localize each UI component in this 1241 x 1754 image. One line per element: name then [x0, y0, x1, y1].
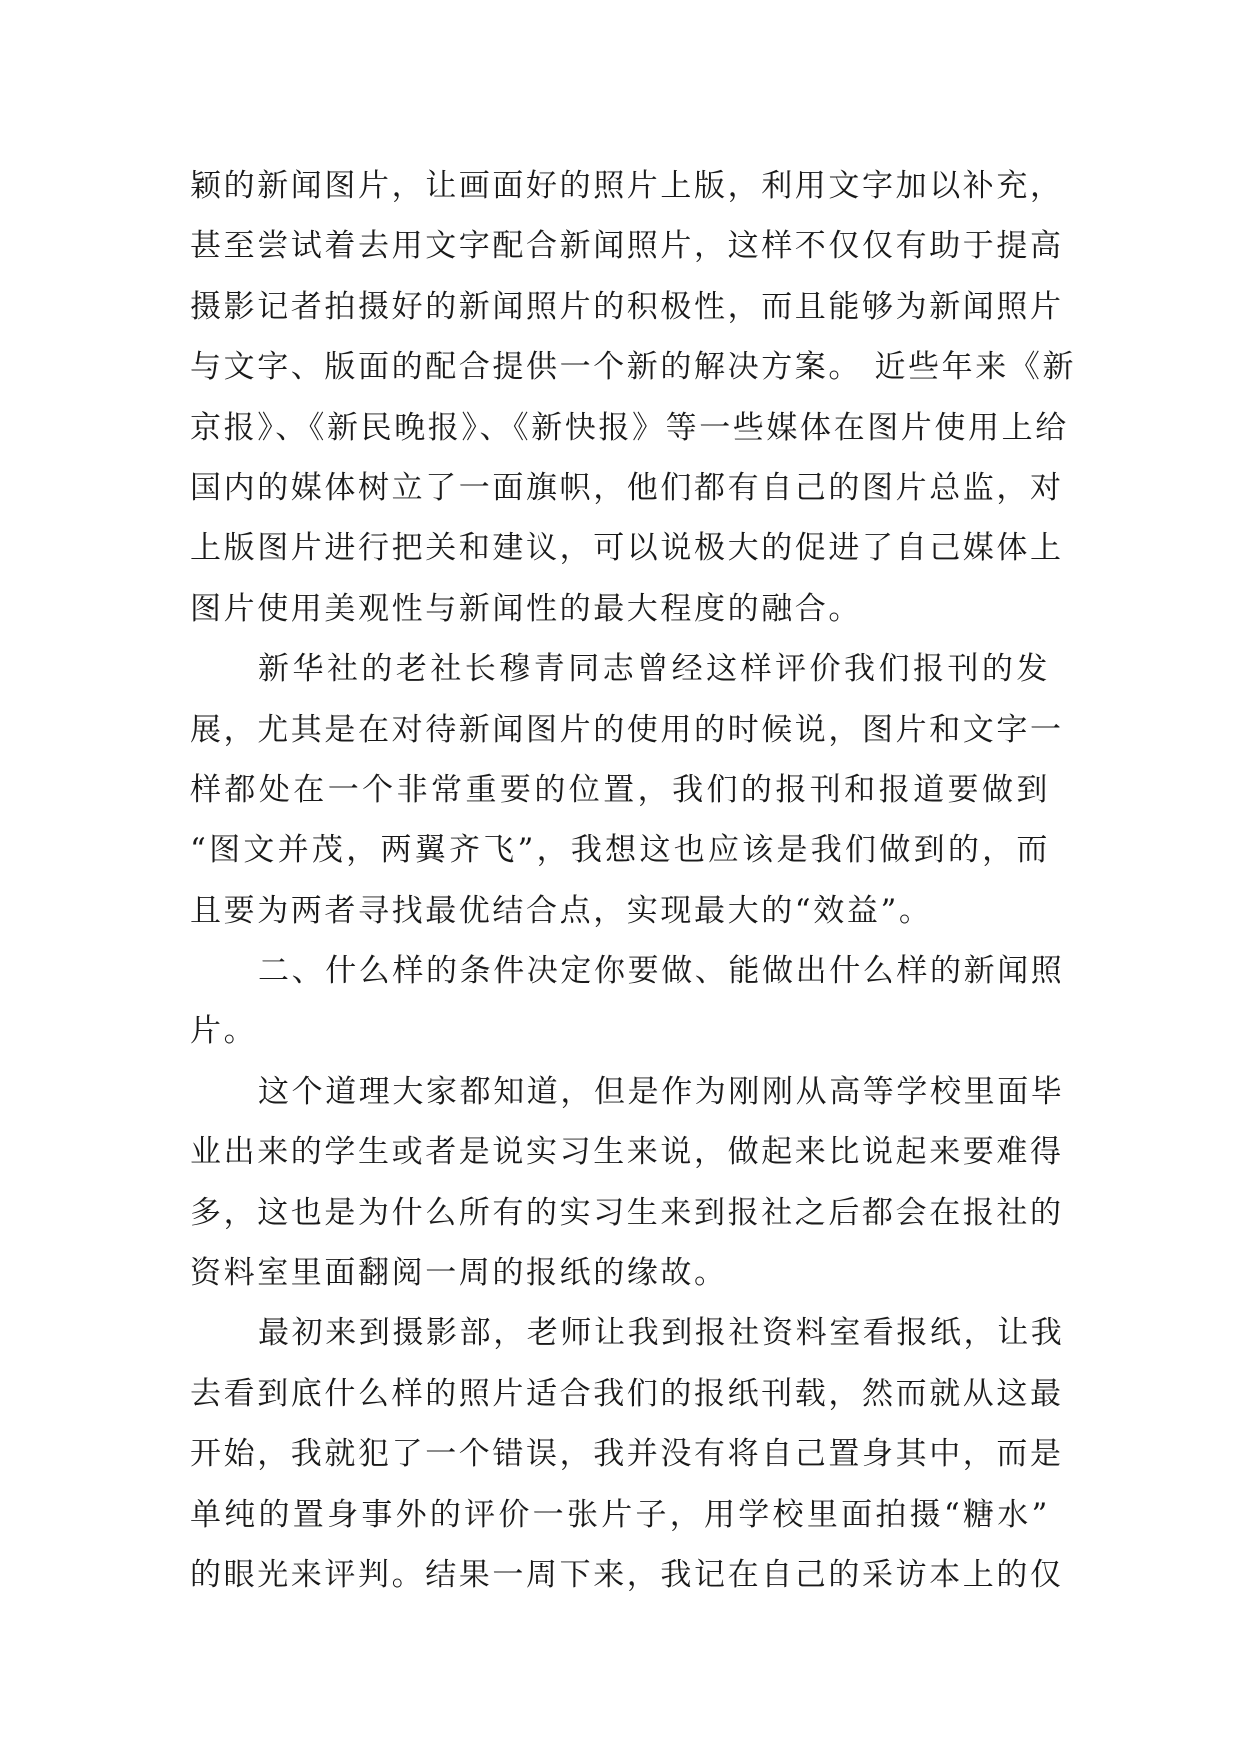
text-line: 甚至尝试着去用文字配合新闻照片，这样不仅仅有助于提高	[190, 228, 1064, 265]
text-line: 京报》、《新民晚报》、《新快报》等一些媒体在图片使用上给	[190, 409, 1069, 446]
text-line: 样都处在一个非常重要的位置，我们的报刊和报道要做到	[190, 771, 1050, 808]
text-line: 单纯的置身事外的评价一张片子，用学校里面拍摄“糖水”	[190, 1496, 1050, 1533]
text-line: 开始，我就犯了一个错误，我并没有将自己置身其中，而是	[190, 1436, 1064, 1473]
text-line: 的眼光来评判。结果一周下来，我记在自己的采访本上的仅	[190, 1556, 1064, 1593]
text-line: 多，这也是为什么所有的实习生来到报社之后都会在报社的	[190, 1194, 1064, 1231]
paragraph-first-line: 这个道理大家都知道，但是作为刚刚从高等学校里面毕	[258, 1073, 1065, 1110]
text-line: 片。	[190, 1013, 258, 1050]
text-line: 图片使用美观性与新闻性的最大程度的融合。	[190, 590, 862, 627]
paragraph-first-line: 最初来到摄影部，老师让我到报社资料室看报纸，让我	[258, 1315, 1065, 1352]
section-heading-line: 二、什么样的条件决定你要做、能做出什么样的新闻照	[258, 953, 1065, 990]
text-line: 且要为两者寻找最优结合点，实现最大的“效益”。	[190, 892, 933, 929]
text-line: 国内的媒体树立了一面旗帜，他们都有自己的图片总监，对	[190, 469, 1064, 506]
body-text	[190, 156, 1077, 1605]
text-line: 业出来的学生或者是说实习生来说，做起来比说起来要难得	[190, 1134, 1064, 1171]
text-line: 去看到底什么样的照片适合我们的报纸刊载，然而就从这最	[190, 1375, 1064, 1412]
text-line: 摄影记者拍摄好的新闻照片的积极性，而且能够为新闻照片	[190, 288, 1064, 325]
paragraph-first-line: 新华社的老社长穆青同志曾经这样评价我们报刊的发	[258, 651, 1050, 688]
text-line: 与文字、版面的配合提供一个新的解决方案。 近些年来《新	[190, 349, 1077, 386]
text-line: 展，尤其是在对待新闻图片的使用的时候说，图片和文字一	[190, 711, 1064, 748]
text-line: 颖的新闻图片，让画面好的照片上版，利用文字加以补充，	[190, 168, 1064, 204]
text-line: “图文并茂，两翼齐飞”，我想这也应该是我们做到的，而	[190, 832, 1050, 869]
text-line: 资料室里面翻阅一周的报纸的缘故。	[190, 1255, 728, 1292]
text-line: 上版图片进行把关和建议，可以说极大的促进了自己媒体上	[190, 530, 1064, 567]
